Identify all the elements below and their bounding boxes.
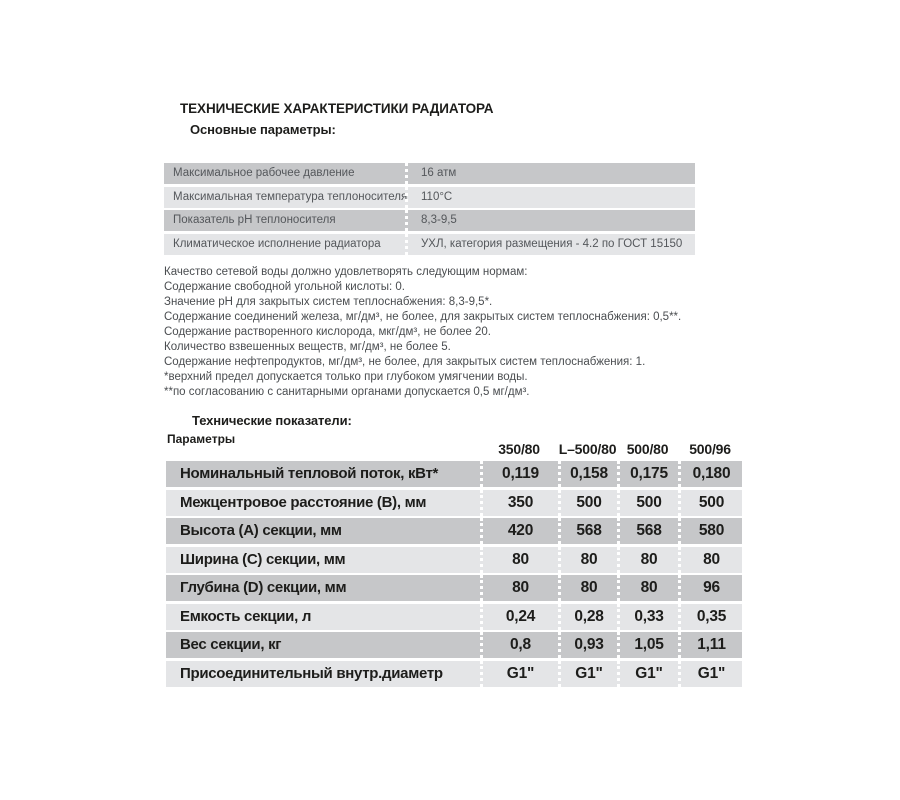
- column-header: 500/80: [626, 441, 669, 457]
- value-cell: 96: [678, 575, 742, 601]
- param-value: 110°С: [405, 187, 695, 208]
- value-cell: 500: [558, 490, 617, 516]
- value-cell: 350: [480, 490, 558, 516]
- value-cell: 80: [480, 575, 558, 601]
- param-label: Присоединительный внутр.диаметр: [180, 664, 443, 682]
- value-cell: 568: [558, 518, 617, 544]
- value-cell: 0,175: [617, 461, 678, 487]
- column-header: 500/96: [689, 441, 731, 457]
- param-value: УХЛ, категория размещения - 4.2 по ГОСТ 15150: [405, 234, 695, 255]
- table-row: [166, 461, 742, 487]
- params-column-label: Параметры: [167, 432, 236, 446]
- note-line: Содержание растворенного кислорода, мкг/дм³, не более 20.: [164, 326, 492, 338]
- value-cell: 80: [617, 547, 678, 573]
- value-cell: 0,28: [558, 604, 617, 630]
- value-cell: G1": [558, 661, 617, 687]
- param-label: Высота (A) секции, мм: [180, 522, 342, 539]
- value-cell: 80: [617, 575, 678, 601]
- param-label: Вес секции, кг: [180, 636, 282, 653]
- note-line: Значение pH для закрытых систем теплоснабжения: 8,3-9,5*.: [164, 296, 493, 308]
- value-cell: 0,35: [678, 604, 742, 630]
- param-label: Межцентровое расстояние (B), мм: [180, 493, 427, 511]
- param-value: 8,3-9,5: [405, 210, 695, 231]
- value-cell: 0,180: [678, 461, 742, 487]
- tech-indicators-table: [166, 461, 742, 689]
- param-label: Максимальное рабочее давление: [173, 167, 355, 179]
- value-cell: 1,11: [678, 632, 742, 658]
- param-label: Номинальный тепловой поток, кВт*: [180, 465, 439, 482]
- table-row: [166, 490, 742, 516]
- param-label: Климатическое исполнение радиатора: [173, 237, 381, 250]
- note-line: Содержание соединений железа, мг/дм³, не более, для закрытых систем теплоснабжения: 0,5**.: [164, 311, 682, 323]
- value-cell: 0,119: [480, 461, 558, 487]
- table-row: [164, 234, 695, 255]
- table-row: [164, 163, 695, 184]
- water-quality-notes: [164, 265, 764, 400]
- value-cell: 0,93: [558, 632, 617, 658]
- header-spacer: [166, 441, 480, 458]
- table-row: [166, 632, 742, 658]
- note-line: **по согласованию с санитарными органами допускается 0,5 мг/дм³.: [164, 386, 530, 398]
- note-line: Содержание свободной угольной кислоты: 0.: [164, 281, 405, 293]
- table-row: [166, 518, 742, 544]
- column-header: L–500/80: [558, 441, 617, 457]
- table-row: [166, 604, 742, 630]
- page-title: ТЕХНИЧЕСКИЕ ХАРАКТЕРИСТИКИ РАДИАТОРА: [180, 101, 494, 116]
- table-row: [166, 575, 742, 601]
- section-heading-tech-indicators: Технические показатели:: [192, 413, 352, 428]
- section-heading-main-params: Основные параметры:: [190, 122, 336, 137]
- value-cell: 80: [678, 547, 742, 573]
- table-row: [164, 210, 695, 231]
- value-cell: G1": [678, 661, 742, 687]
- param-label: Ширина (C) секции, мм: [180, 550, 346, 568]
- value-cell: 568: [617, 518, 678, 544]
- main-params-table: [164, 163, 695, 257]
- param-label: Показатель pH теплоносителя: [173, 214, 336, 226]
- param-label: Емкость секции, л: [180, 607, 312, 625]
- value-cell: 1,05: [617, 632, 678, 658]
- value-cell: G1": [617, 661, 678, 687]
- tech-table-column-headers: [166, 441, 742, 458]
- note-line: Количество взвешенных веществ, мг/дм³, не более 5.: [164, 341, 451, 353]
- note-line: *верхний предел допускается только при глубоком умягчении воды.: [164, 371, 528, 383]
- note-line: Содержание нефтепродуктов, мг/дм³, не более, для закрытых систем теплоснабжения: 1.: [164, 356, 646, 368]
- value-cell: 0,24: [480, 604, 558, 630]
- param-label: Максимальная температура теплоносителя: [173, 190, 408, 203]
- value-cell: 580: [678, 518, 742, 544]
- value-cell: 500: [617, 490, 678, 516]
- table-row: [166, 547, 742, 573]
- column-header: 350/80: [498, 441, 540, 457]
- param-value: 16 атм: [405, 163, 695, 184]
- value-cell: 0,8: [480, 632, 558, 658]
- value-cell: G1": [480, 661, 558, 687]
- param-label: Глубина (D) секции, мм: [180, 579, 347, 596]
- value-cell: 500: [678, 490, 742, 516]
- note-line: Качество сетевой воды должно удовлетворять следующим нормам:: [164, 266, 528, 278]
- value-cell: 0,158: [558, 461, 617, 487]
- value-cell: 80: [480, 547, 558, 573]
- value-cell: 0,33: [617, 604, 678, 630]
- table-row: [166, 661, 742, 687]
- table-row: [164, 187, 695, 208]
- value-cell: 80: [558, 575, 617, 601]
- value-cell: 420: [480, 518, 558, 544]
- value-cell: 80: [558, 547, 617, 573]
